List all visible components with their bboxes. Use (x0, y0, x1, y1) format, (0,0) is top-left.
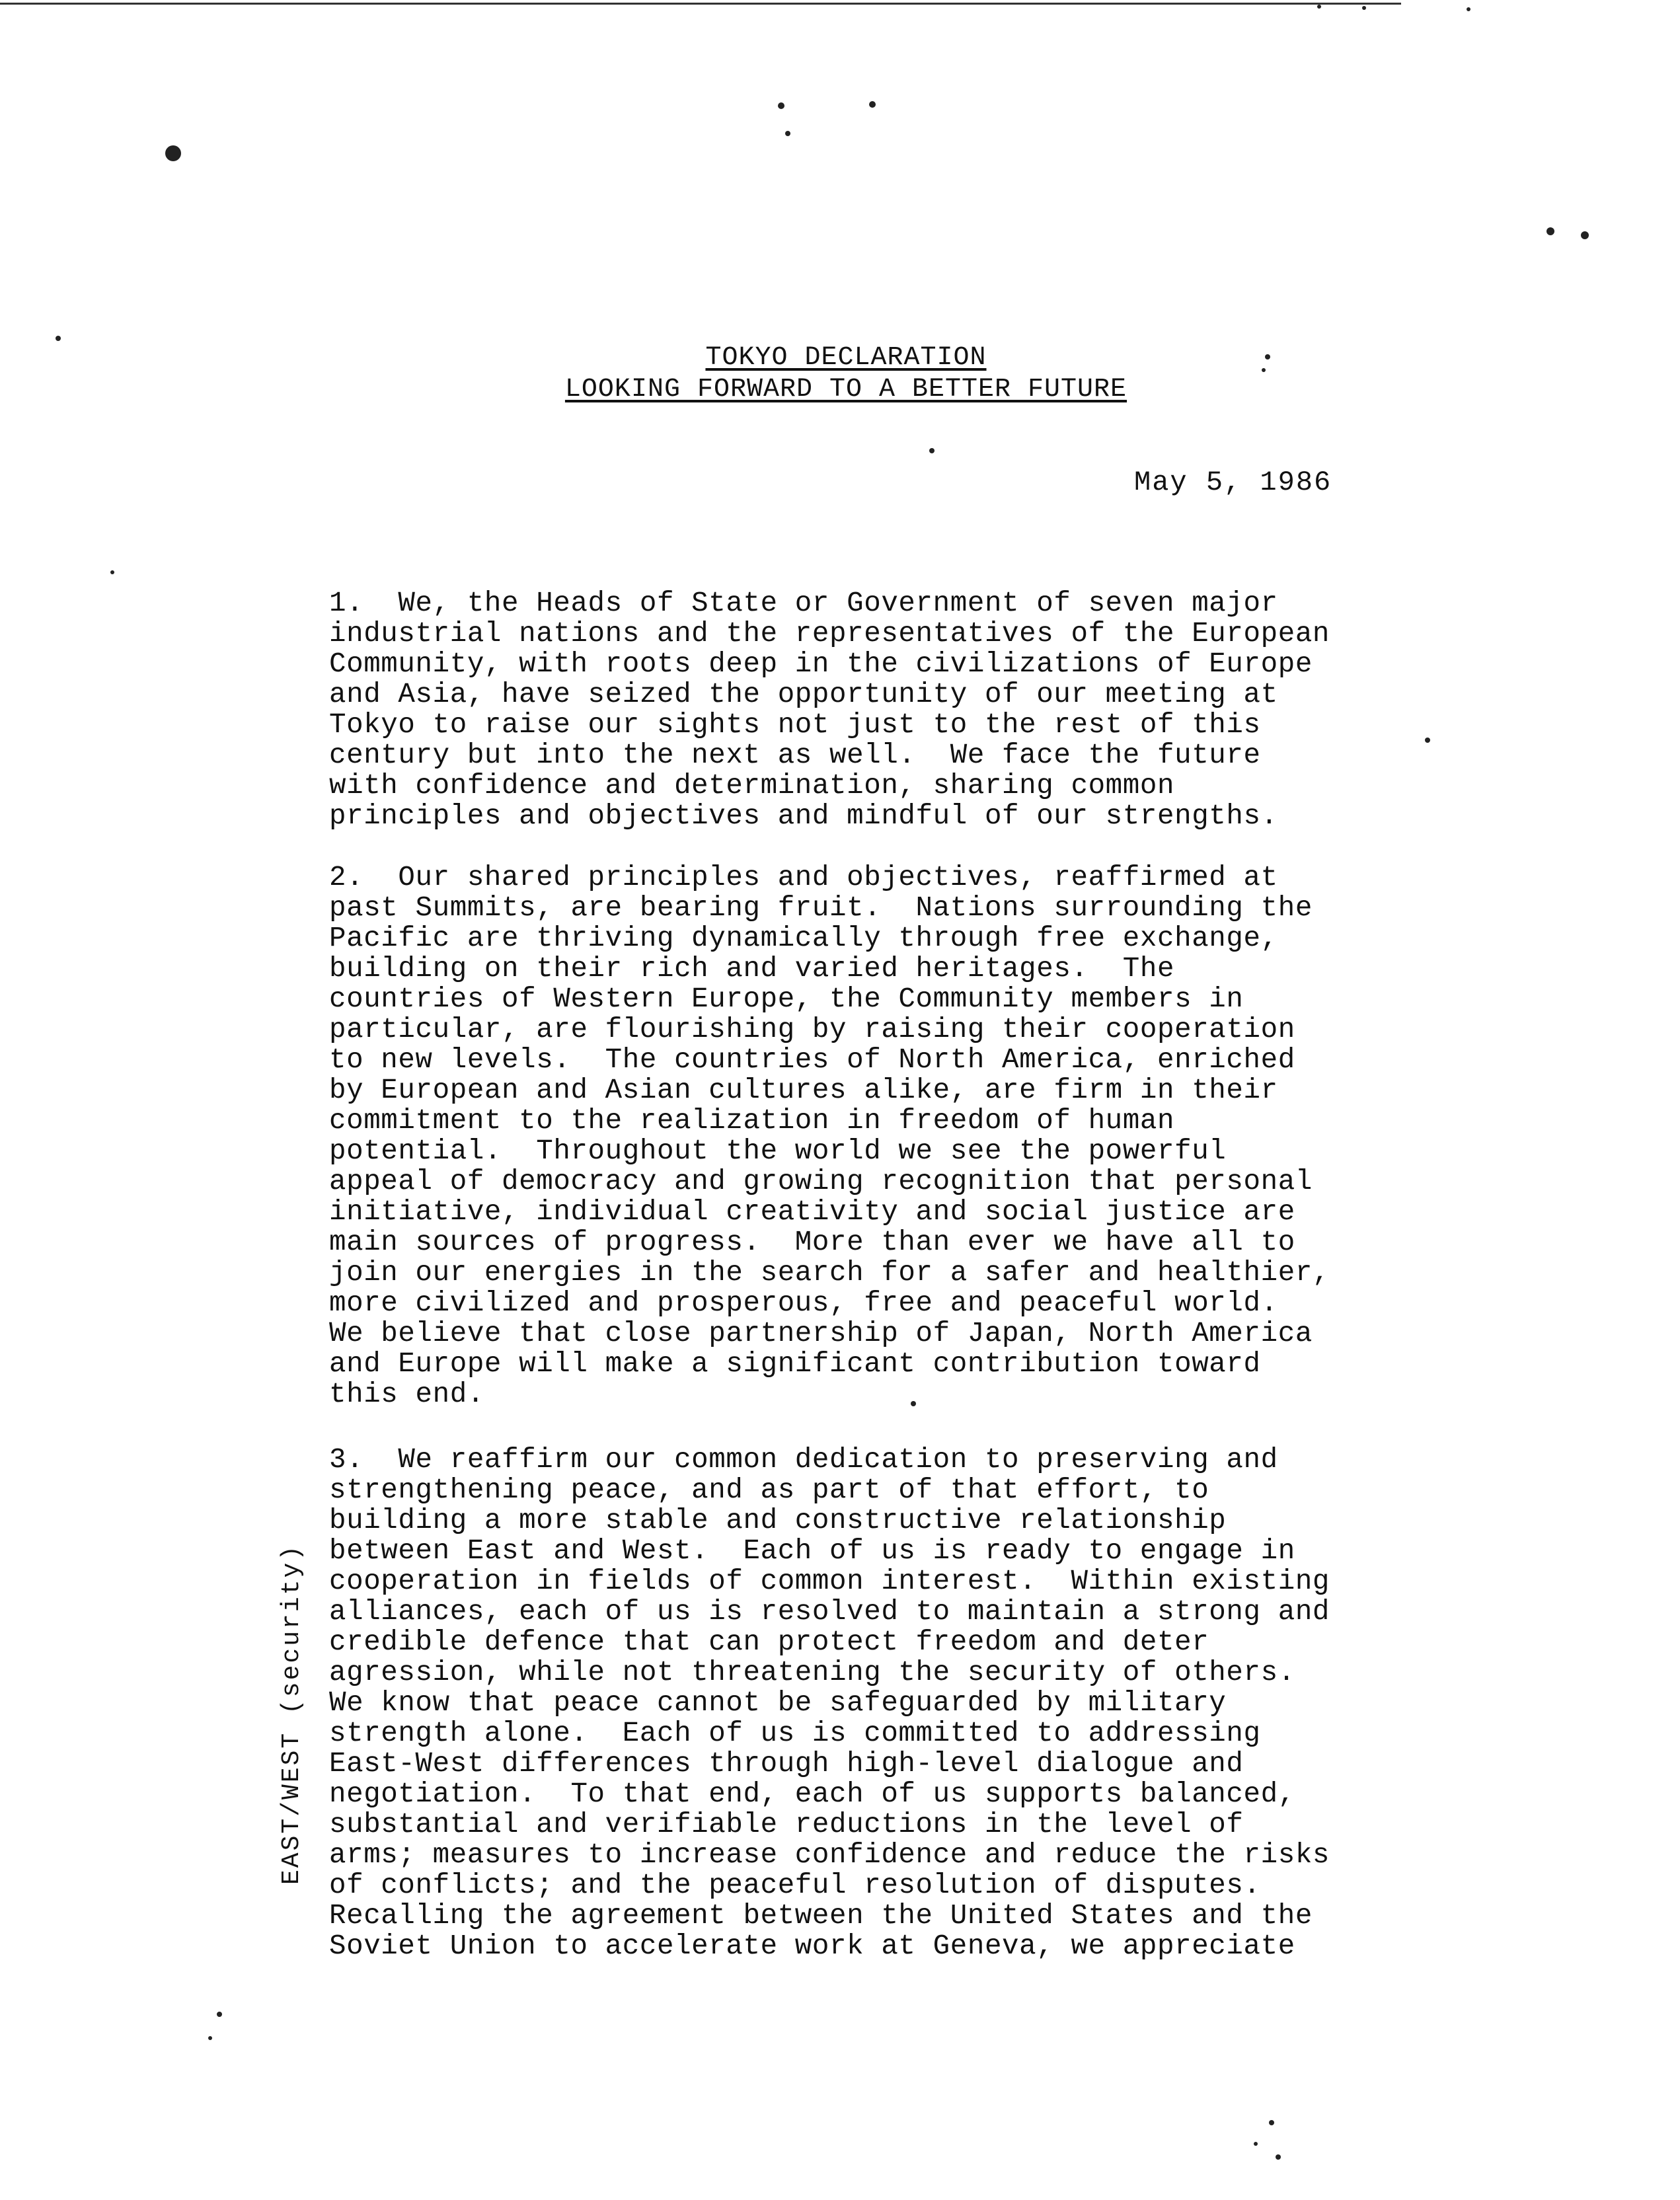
paragraph-3-line: substantial and verifiable reductions in the level of (329, 1809, 1244, 1840)
paragraph-3 (329, 1445, 1439, 1961)
document-date: May 5, 1986 (1134, 467, 1332, 498)
paragraph-3-line: cooperation in fields of common interest. Within existing (329, 1566, 1330, 1597)
scan-speck (778, 102, 784, 109)
scan-speck (869, 101, 876, 108)
scan-speck (1581, 231, 1589, 239)
title-line-1: TOKYO DECLARATION (705, 343, 987, 373)
title-line-2: LOOKING FORWARD TO A BETTER FUTURE (564, 375, 1127, 404)
scan-speck (208, 2036, 212, 2040)
paragraph-2-line: more civilized and prosperous, free and peaceful world. (329, 1287, 1278, 1319)
margin-annotation: EAST/WEST (security) (278, 1543, 306, 1885)
paragraph-2-line: commitment to the realization in freedom of human (329, 1105, 1175, 1137)
scan-speck (1265, 354, 1270, 360)
paragraph-3-line: between East and West. Each of us is ready to engage in (329, 1535, 1295, 1567)
paragraph-2-line: main sources of progress. More than ever we have all to (329, 1227, 1295, 1258)
paragraph-3-line: East-West differences through high-level dialogue and (329, 1748, 1244, 1780)
scan-speck (785, 131, 790, 136)
scan-speck (1269, 2120, 1274, 2125)
paragraph-3-line: credible defence that can protect freedom and deter (329, 1626, 1209, 1658)
scan-speck (1262, 368, 1266, 372)
scan-speck (929, 448, 935, 453)
scan-speck (1254, 2142, 1258, 2146)
paragraph-2-line: past Summits, are bearing fruit. Nations surrounding the (329, 892, 1313, 924)
paragraph-2-line: countries of Western Europe, the Community members in (329, 983, 1244, 1015)
paragraph-3-line: alliances, each of us is resolved to maintain a strong and (329, 1596, 1330, 1628)
scan-speck (1425, 738, 1430, 743)
paragraph-3-line: negotiation. To that end, each of us supports balanced, (329, 1778, 1295, 1810)
paragraph-2-line: appeal of democracy and growing recognition that personal (329, 1166, 1313, 1197)
paragraph-2 (329, 862, 1439, 1410)
paragraph-1-line: Community, with roots deep in the civilizations of Europe (329, 648, 1313, 680)
paragraph-2-line: potential. Throughout the world we see the powerful (329, 1135, 1227, 1167)
paragraph-3-line: of conflicts; and the peaceful resolution of disputes. (329, 1870, 1261, 1901)
paragraph-1-line: 1. We, the Heads of State or Government of seven major (329, 588, 1278, 619)
scan-speck (1362, 6, 1366, 10)
paragraph-2-line: We believe that close partnership of Japan, North America (329, 1318, 1313, 1349)
paragraph-1-line: principles and objectives and mindful of our strengths. (329, 800, 1278, 832)
scan-speck (56, 336, 61, 341)
paragraph-3-line: Soviet Union to accelerate work at Geneva, we appreciate (329, 1930, 1295, 1962)
paragraph-2-line: to new levels. The countries of North America, enriched (329, 1044, 1295, 1076)
scan-top-edge (0, 3, 1401, 5)
paragraph-2-line: this end. (329, 1379, 484, 1410)
paragraph-3-line: strengthening peace, and as part of that effort, to (329, 1474, 1209, 1506)
paragraph-2-line: 2. Our shared principles and objectives, reaffirmed at (329, 862, 1278, 893)
paragraph-2-line: Pacific are thriving dynamically through free exchange, (329, 923, 1278, 954)
paragraph-1-line: with confidence and determination, sharing common (329, 770, 1175, 802)
document-title (522, 342, 1170, 406)
paragraph-1-line: century but into the next as well. We face the future (329, 740, 1261, 771)
paragraph-3-line: strength alone. Each of us is committed to addressing (329, 1718, 1261, 1749)
paragraph-1-line: industrial nations and the representatives of the European (329, 618, 1330, 650)
paragraph-3-line: 3. We reaffirm our common dedication to preserving and (329, 1444, 1278, 1476)
paragraph-3-line: arms; measures to increase confidence and reduce the risks (329, 1839, 1330, 1871)
paragraph-3-line: Recalling the agreement between the United States and the (329, 1900, 1313, 1932)
paragraph-1 (329, 588, 1439, 831)
paragraph-3-line: building a more stable and constructive relationship (329, 1505, 1227, 1536)
paragraph-3-line: We know that peace cannot be safeguarded by military (329, 1687, 1227, 1719)
scan-speck (1317, 5, 1321, 9)
scan-speck (911, 1401, 916, 1406)
paragraph-2-line: by European and Asian cultures alike, are firm in their (329, 1075, 1278, 1106)
scan-speck (165, 145, 181, 161)
scan-speck (1546, 227, 1554, 235)
paragraph-2-line: building on their rich and varied heritages. The (329, 953, 1175, 985)
scan-speck (217, 2012, 222, 2017)
scan-speck (110, 570, 114, 574)
paragraph-3-line: agression, while not threatening the security of others. (329, 1657, 1295, 1688)
paragraph-2-line: initiative, individual creativity and social justice are (329, 1196, 1295, 1228)
paragraph-1-line: Tokyo to raise our sights not just to the rest of this (329, 709, 1261, 741)
scan-speck (1276, 2154, 1281, 2160)
paragraph-1-line: and Asia, have seized the opportunity of our meeting at (329, 679, 1278, 710)
paragraph-2-line: and Europe will make a significant contribution toward (329, 1348, 1261, 1380)
scan-speck (1467, 7, 1470, 11)
paragraph-2-line: join our energies in the search for a safer and healthier, (329, 1257, 1330, 1289)
paragraph-2-line: particular, are flourishing by raising their cooperation (329, 1014, 1295, 1045)
